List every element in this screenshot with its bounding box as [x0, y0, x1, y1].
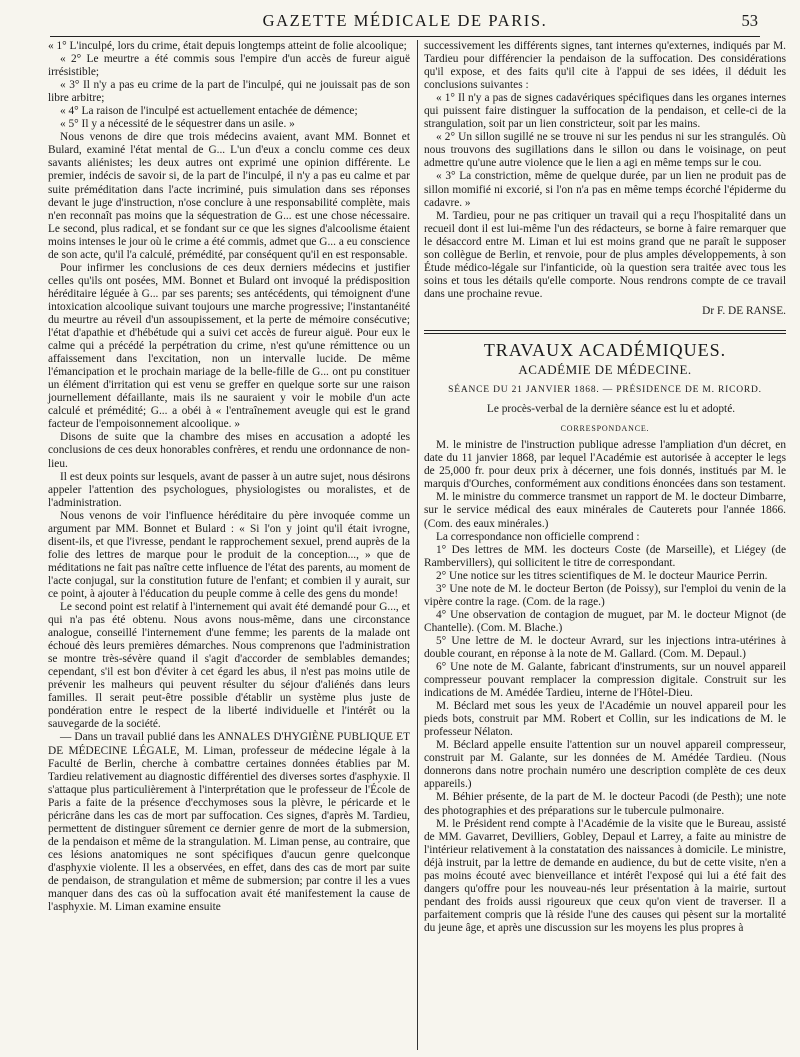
correspondence-heading: CORRESPONDANCE.: [560, 424, 650, 434]
paragraph: Le second point est relatif à l'internement qui avait été demandé pour G..., et qui n'a pas été obtenu. Nous avons nous-même, dans une circonstance analogue, conseillé l'internement d'une femme; les parents de la malade ont échoué dès leurs premières démarches. Nous comprenons que l'administration se montre très-sévère quand il s'agit d'accorder de semblables demandes; cependant, s'il est bon d'éviter à cet égard les abus, il n'est pas moins utile de prévenir les malheurs qui peuvent résulter du séjour d'aliénés dans leurs familles. Il serait peut-être possible d'établir un système plus juste de pondération entre le respect de la liberté individuelle et l'intérêt ou la sauvegarde de la société.: [48, 601, 410, 731]
paragraph: M. le ministre du commerce transmet un rapport de M. le docteur Dimbarre, sur le service médical des eaux minérales de Cauterets pour l'année 1866. (Com. des eaux minérales.): [424, 491, 786, 530]
paragraph: 6° Une note de M. Galante, fabricant d'instruments, sur un nouvel appareil compresseur pouvant remplacer la compression digitale. Construit sur les indications de M. Amédée Tardieu, interne de l'Hôtel-Dieu.: [424, 661, 786, 700]
paragraph: « 2° Un sillon sugillé ne se trouve ni sur les pendus ni sur les strangulés. Où nous trouvons des sugillations dans le sillon ou dans le voisinage, on peut admettre qu'une autre violence que le lien a agi en même temps sur le cou.: [424, 131, 786, 170]
paragraph: « 3° La constriction, même de quelque durée, par un lien ne produit pas de sillon momifié ni excorié, si l'on n'a pas en même temps écorché l'épiderme du cadavre. »: [424, 170, 786, 209]
session-heading: SÉANCE DU 21 JANVIER 1868. — PRÉSIDENCE DE M. RICORD.: [448, 385, 762, 396]
paragraph: « 1° Il n'y a pas de signes cadavériques spécifiques dans les organes internes qui puissent faire distinguer la suffocation de la pendaison, et celle-ci de la strangulation, soit par un lien constricteur, soit par les mains.: [424, 92, 786, 131]
paragraph: M. Tardieu, pour ne pas critiquer un travail qui a reçu l'hospitalité dans un recueil dont il est lui-même l'un des rédacteurs, se borne à faire remarquer que le désaccord entre M. Liman et lui est moins grand que ne paraît le supposer son collègue de Berlin, et renvoie, pour de plus amples développements, à son Étude médico-légale sur l'infanticide, où la question sera traitée avec tous les soins et tous les détails qu'elle comporte. Nous rendrons compte de ce travail dans une prochaine revue.: [424, 209, 786, 300]
paragraph: M. Béhier présente, de la part de M. le docteur Pacodi (de Pesth); une note des photographies et des préparations sur le tubercule pulmonaire.: [424, 791, 786, 817]
proces-verbal: Le procès-verbal de la dernière séance est lu et adopté.: [486, 403, 736, 416]
paragraph: « 3° Il n'y a pas eu crime de la part de l'inculpé, qui ne jouissait pas de son libre arbitre;: [48, 79, 410, 105]
section-rule: [424, 330, 786, 334]
section-title: TRAVAUX ACADÉMIQUES.: [483, 339, 727, 360]
left-column: [48, 40, 410, 914]
section-subtitle: ACADÉMIE DE MÉDECINE.: [518, 362, 692, 378]
paragraph: La correspondance non officielle comprend :: [436, 530, 640, 543]
paragraph: « 1° L'inculpé, lors du crime, était depuis longtemps atteint de folie alcoolique;: [48, 40, 407, 52]
paragraph: 3° Une note de M. le docteur Berton (de Poissy), sur l'emploi du venin de la vipère contre la rage. (Com. de la rage.): [424, 582, 786, 608]
paragraph: successivement les différents signes, tant internes qu'externes, indiqués par M. Tardieu pour différencier la pendaison de la suffocation. Des considérations qu'il expose, et des faits qu'il cite à l'appui de ses idées, il déduit les conclusions suivantes :: [424, 40, 786, 92]
paragraph: « 2° Le meurtre a été commis sous l'empire d'un accès de fureur aiguë irrésistible;: [48, 53, 410, 79]
page-header: [50, 10, 760, 37]
paragraph: — Dans un travail publié dans les ANNALES D'HYGIÈNE PUBLIQUE ET DE MÉDECINE LÉGALE, M. Liman, professeur de médecine légale à la Faculté de Berlin, cherche à combattre certaines données établies par M. Tardieu relativement au diagnostic différentiel des diverses sortes d'asphyxie. Il s'attaque plus particulièrement à l'interprétation que le professeur de l'École de Paris a faite de la présence d'ecchymoses sous la plèvre, le péricarde et le péricrâne dans les cas de mort par suffocation. Ces signes, d'après M. Tardieu, permettent de distinguer sûrement ce dernier genre de mort de la submersion, de la pendaison et même de la strangulation. M. Liman pense, au contraire, que ces lésions anatomiques ne sont spécifiques d'aucun genre quelconque d'asphyxie violente. Il les a observées, en effet, dans des cas de mort par suite de pendaison, de strangulation et même de submersion; par contre il les a vues manquer dans des cas où la suffocation avait été manifestement la cause de l'asphyxie. M. Liman examine ensuite: [48, 731, 410, 914]
right-column: [424, 40, 786, 935]
journal-title: GAZETTE MÉDICALE DE PARIS.: [262, 11, 548, 30]
paragraph: Nous venons de voir l'influence héréditaire du père invoquée comme un argument par MM. Bonnet et Bulard : « Si l'on y joint qu'il était ivrogne, disent-ils, et que l'ivresse, pendant le rapprochement sexuel, prend auprès de la folie des lettres de marque pour le produit de la conception..., » que de méditations ne fait pas naître cette influence de l'état des parents, au moment de l'acte conjugal, sur la constitution future de l'enfant; et combien il y aurait, sur ce point, à ajouter à l'éducation du peuple comme à celle des gens du monde!: [48, 509, 410, 600]
paragraph: M. le Président rend compte à l'Académie de la visite que le Bureau, assisté de MM. Gavarret, Devilliers, Gobley, Depaul et Larrey, a faite au ministre de l'intérieur relativement à la constatation des naissances à domicile. Le ministre, déjà instruit, par la lettre de demande en audience, du but de cette visite, n'en a pas moins écouté avec bienveillance et intérêt l'exposé qui lui a été fait des dangers qu'offre pour les nouveau-nés leur présentation à la mairie, surtout pendant des froids aussi rigoureux que ceux qu'on vient de traverser. Il a parfaitement compris que là réside l'une des causes qui pèsent sur la mortalité du jeune âge, et après une discussion sur les moyens les plus propres à: [424, 817, 786, 934]
paragraph: 5° Une lettre de M. le docteur Avrard, sur les injections intra-utérines à double courant, en réponse à la note de M. Gallard. (Com. M. Depaul.): [424, 634, 786, 660]
paragraph: 4° Une observation de contagion de muguet, par M. le docteur Mignot (de Chantelle). (Com. M. Blache.): [424, 608, 786, 634]
paragraph: M. Béclard met sous les yeux de l'Académie un nouvel appareil pour les pieds bots, construit par MM. Robert et Collin, sur les indications de M. le professeur Nélaton.: [424, 700, 786, 739]
paragraph: Pour infirmer les conclusions de ces deux derniers médecins et justifier celles qu'ils ont posées, MM. Bonnet et Bulard ont invoqué la prédisposition héréditaire léguée à G... par ses parents; ses antécédents, qui témoignent d'une intoxication alcoolique suivant toujours une marche progressive; l'instantanéité du meurtre au réveil d'un assoupissement, et la perte de mémoire consécutive; l'état d'apathie et d'hébétude qui a suivi cet accès de fureur aiguë. Pour eux le calme qui a précédé la perpétration du crime, n'est qu'une rémittence ou un affaissement dans l'excitation, non un intervalle lucide. De même l'émancipation et le prochain mariage de la belle-fille de G... ont pu constituer un élément d'irritation qui est venu se greffer en quelque sorte sur une raison journellement défaillante, mais ils ne sauraient y voir le mobile d'un acte calculé et prémédité; G... a obéi à « l'entraînement aveugle qui est le grand facteur de l'empoisonnement alcoolique. »: [48, 261, 410, 431]
paragraph: 2° Une notice sur les titres scientifiques de M. le docteur Maurice Perrin.: [436, 569, 768, 582]
column-divider: [417, 40, 418, 1050]
paragraph: 1° Des lettres de MM. les docteurs Coste (de Marseille), et Liégey (de Rambervillers), qui sollicitent le titre de correspondant.: [424, 543, 786, 569]
paragraph: Il est deux points sur lesquels, avant de passer à un autre sujet, nous désirons appeler l'attention des psychologues, physiologistes ou moralistes, et de l'administration.: [48, 470, 410, 509]
signature: Dr F. DE RANSE.: [702, 304, 786, 317]
paragraph: M. le ministre de l'instruction publique adresse l'ampliation d'un décret, en date du 11 janvier 1868, par lequel l'Académie est autorisée à accepter le legs de 25,000 fr. pour deux prix à décerner, une fois donnés, institués par M. le marquis d'Ourches, conformément aux conditions énoncées dans son testament.: [424, 439, 786, 491]
paragraph: « 5° Il y a nécessité de le séquestrer dans un asile. »: [60, 118, 295, 131]
page-number: 53: [741, 11, 758, 30]
paragraph: Disons de suite que la chambre des mises en accusation a adopté les conclusions de ces deux honorables confrères, et rendu une ordonnance de non-lieu.: [48, 431, 410, 470]
paragraph: « 4° La raison de l'inculpé est actuellement entachée de démence;: [60, 105, 358, 118]
paragraph: M. Béclard appelle ensuite l'attention sur un nouvel appareil compresseur, construit par M. Galante, sur les données de M. Amédée Tardieu. (Nous donnerons dans notre prochain numéro une description complète de ces deux appareils.): [424, 739, 786, 791]
paragraph: Nous venons de dire que trois médecins avaient, avant MM. Bonnet et Bulard, examiné l'état mental de G... L'un d'eux a conclu comme ces deux savants aliénistes; les deux autres ont exprimé une opinion différente. Le premier, indécis de savoir si, de la part de l'inculpé, il n'y a pas eu calme et par suite préméditation dans l'acte incriminé, puis simulation dans ses réponses devant le juge d'instruction, n'ose conclure à une responsabilité complète, mais n'en reconnaît pas moins que la séquestration de G... est une chose nécessaire. Le second, plus radical, et se fondant sur ce que les signes d'alcoolisme étaient moins intenses le jour où le crime a été commis, admet que G... a eu conscience de son acte, qu'il l'a calculé, prémédité, par conséquent qu'il en est responsable.: [48, 131, 410, 261]
